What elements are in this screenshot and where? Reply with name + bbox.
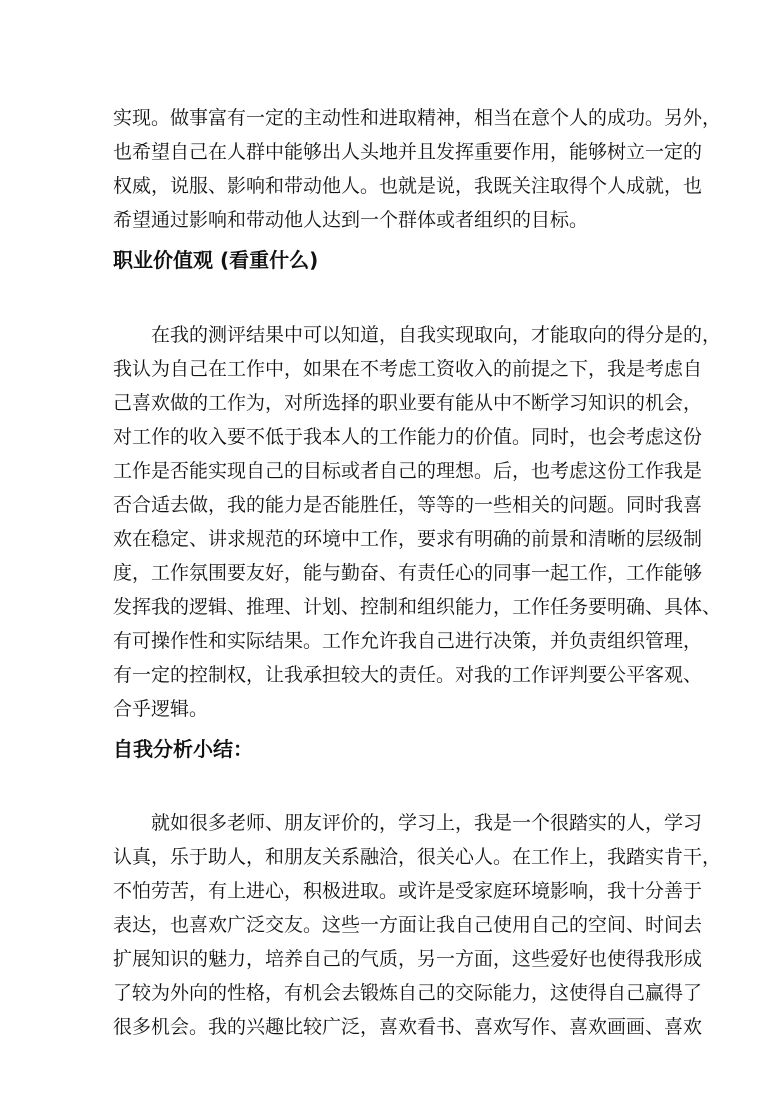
text-line: 表达，也喜欢广泛交友。这些一方面让我自己使用自己的空间、时间去: [113, 914, 703, 936]
text-line: 我认为自己在工作中，如果在不考虑工资收入的前提之下，我是考虑自: [113, 358, 703, 380]
text-line: 也希望自己在人群中能够出人头地并且发挥重要作用，能够树立一定的: [113, 141, 703, 163]
text-line: 很多机会。我的兴趣比较广泛，喜欢看书、喜欢写作、喜欢画画、喜欢: [113, 1016, 703, 1038]
text-line: 对工作的收入要不低于我本人的工作能力的价值。同时，也会考虑这份: [113, 426, 703, 448]
text-line: 就如很多老师、朋友评价的，学习上，我是一个很踏实的人，学习: [151, 812, 703, 834]
text-line: 认真，乐于助人，和朋友关系融洽，很关心人。在工作上，我踏实肯干，: [113, 846, 722, 868]
text-line: 己喜欢做的工作为，对所选择的职业要有能从中不断学习知识的机会，: [113, 392, 703, 414]
text-line: 了较为外向的性格，有机会去锻炼自己的交际能力，这使得自己赢得了: [113, 982, 703, 1004]
text-line: 在我的测评结果中可以知道，自我实现取向，才能取向的得分是的，: [151, 324, 722, 346]
text-line: 有一定的控制权，让我承担较大的责任。对我的工作评判要公平客观、: [113, 664, 703, 686]
text-line: 合乎逻辑。: [113, 698, 209, 720]
text-line: 不怕劳苦，有上进心，积极进取。或许是受家庭环境影响，我十分善于: [113, 880, 703, 902]
text-line: 扩展知识的魅力，培养自己的气质，另一方面，这些爱好也使得我形成: [113, 948, 703, 970]
text-line: 发挥我的逻辑、推理、计划、控制和组织能力，工作任务要明确、具体、: [113, 596, 722, 618]
text-line: 实现。做事富有一定的主动性和进取精神，相当在意个人的成功。另外，: [113, 107, 722, 129]
text-line: 工作是否能实现自己的目标或者自己的理想。后，也考虑这份工作我是: [113, 460, 703, 482]
section-heading-self-analysis-summary: 自我分析小结：: [113, 737, 253, 761]
text-line: 希望通过影响和带动他人达到一个群体或者组织的目标。: [113, 209, 589, 231]
section-heading-career-values: 职业价值观 (看重什么): [113, 248, 319, 272]
text-line: 度，工作氛围要友好，能与勤奋、有责任心的同事一起工作，工作能够: [113, 562, 703, 584]
text-line: 欢在稳定、讲求规范的环境中工作，要求有明确的前景和清晰的层级制: [113, 528, 703, 550]
text-line: 权威，说服、影响和带动他人。也就是说，我既关注取得个人成就，也: [113, 175, 703, 197]
text-line: 否合适去做，我的能力是否能胜任，等等的一些相关的问题。同时我喜: [113, 494, 703, 516]
text-line: 有可操作性和实际结果。工作允许我自己进行决策，并负责组织管理，: [113, 630, 703, 652]
